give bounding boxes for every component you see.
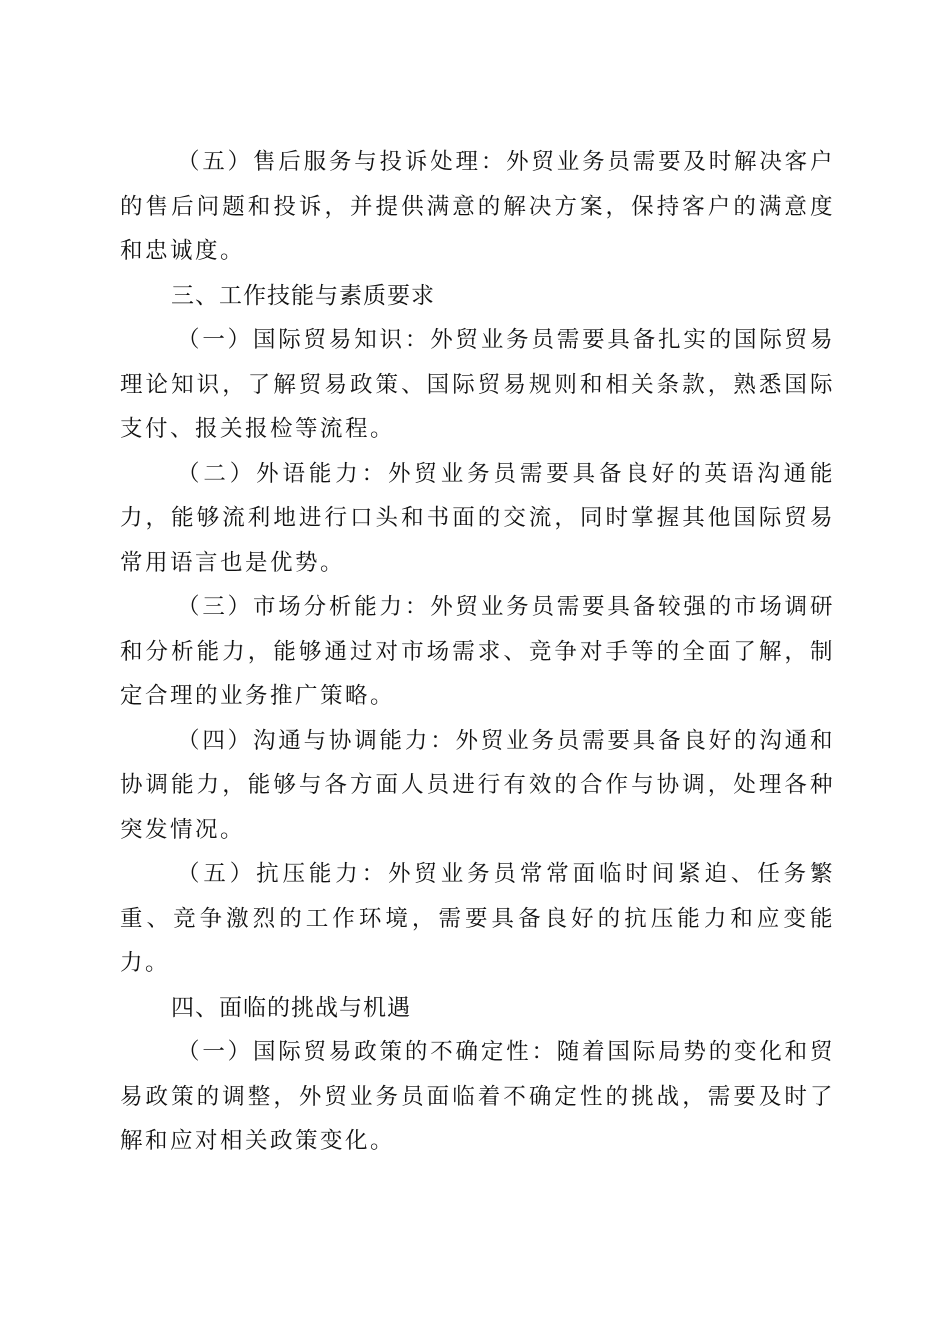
paragraph-market-analysis: （三）市场分析能力：外贸业务员需要具备较强的市场调研和分析能力，能够通过对市场需求、竞争对手等的全面了解，制定合理的业务推广策略。 bbox=[120, 594, 835, 709]
paragraph-after-sales-service: （五）售后服务与投诉处理：外贸业务员需要及时解决客户的售后问题和投诉，并提供满意的解决方案，保持客户的满意度和忠诚度。 bbox=[120, 149, 835, 264]
paragraph-policy-uncertainty: （一）国际贸易政策的不确定性：随着国际局势的变化和贸易政策的调整，外贸业务员面临着不确定性的挑战，需要及时了解和应对相关政策变化。 bbox=[120, 1039, 835, 1154]
section-heading-skills: 三、工作技能与素质要求 bbox=[171, 282, 435, 309]
section-heading-challenges: 四、面临的挑战与机遇 bbox=[171, 994, 411, 1021]
paragraph-stress-resistance: （五）抗压能力：外贸业务员常常面临时间紧迫、任务繁重、竞争激烈的工作环境，需要具备良好的抗压能力和应变能力。 bbox=[120, 861, 835, 976]
paragraph-trade-knowledge: （一）国际贸易知识：外贸业务员需要具备扎实的国际贸易理论知识，了解贸易政策、国际贸易规则和相关条款，熟悉国际支付、报关报检等流程。 bbox=[120, 327, 835, 442]
paragraph-language-ability: （二）外语能力：外贸业务员需要具备良好的英语沟通能力，能够流利地进行口头和书面的交流，同时掌握其他国际贸易常用语言也是优势。 bbox=[120, 460, 835, 576]
document-body bbox=[120, 140, 835, 1164]
paragraph-communication: （四）沟通与协调能力：外贸业务员需要具备良好的沟通和协调能力，能够与各方面人员进行有效的合作与协调，处理各种突发情况。 bbox=[120, 727, 835, 843]
